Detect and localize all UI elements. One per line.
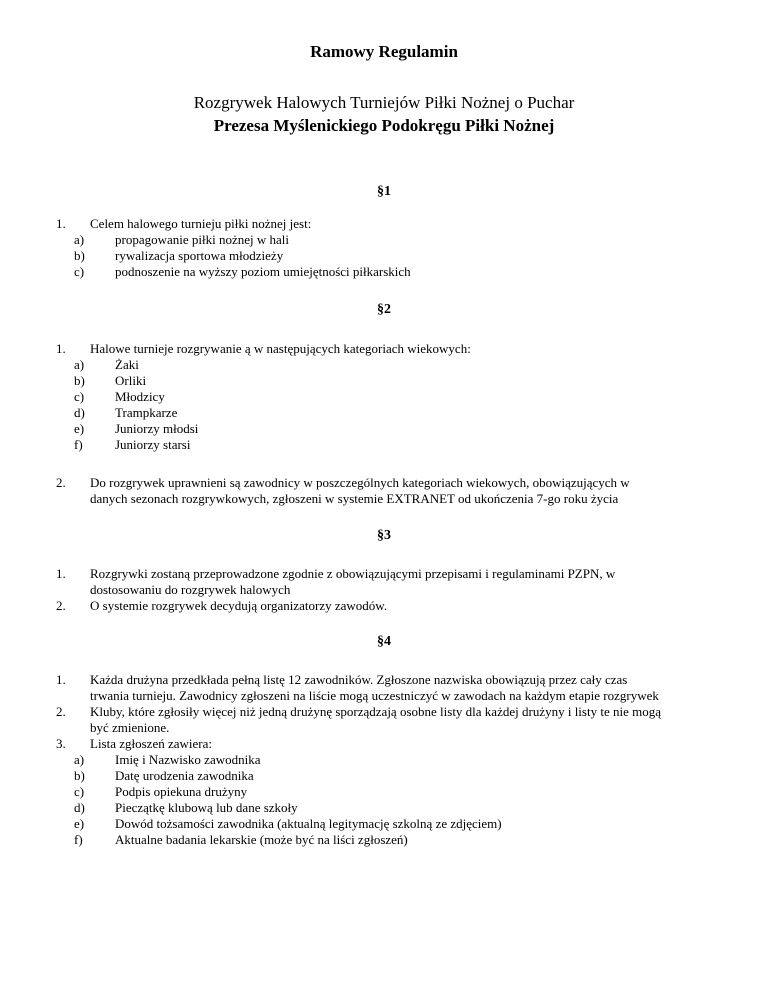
sub-item-text: Aktualne badania lekarskie (może być na liści zgłoszeń) — [115, 832, 408, 847]
item-number: 1. — [56, 566, 66, 581]
item-text: dostosowaniu do rozgrywek halowych — [90, 582, 291, 597]
item-number: 2. — [56, 475, 66, 490]
sub-item-text: Dowód tożsamości zawodnika (aktualną legitymację szkolną ze zdjęciem) — [115, 816, 502, 831]
sub-item-letter: a) — [74, 357, 85, 372]
item-text: Każda drużyna przedkłada pełną listę 12 zawodników. Zgłoszone nazwiska obowiązują przez cały czas — [90, 672, 628, 687]
document-title: Ramowy Regulamin — [310, 42, 458, 61]
sub-item-letter: c) — [74, 389, 85, 404]
item-text: danych sezonach rozgrywkowych, zgłoszeni w systemie EXTRANET od ukończenia 7-go roku życia — [90, 491, 619, 506]
item-number: 2. — [56, 598, 66, 613]
document-subtitle-line2: Prezesa Myślenickiego Podokręgu Piłki Nożnej — [213, 116, 555, 135]
item-text: Rozgrywki zostaną przeprowadzone zgodnie z obowiązującymi przepisami i regulaminami PZPN, w — [90, 566, 616, 581]
sub-item-text: Pieczątkę klubową lub dane szkoły — [115, 800, 298, 815]
item-text: Do rozgrywek uprawnieni są zawodnicy w poszczególnych kategoriach wiekowych, obowiązujących w — [90, 475, 630, 490]
item-text: trwania turnieju. Zawodnicy zgłoszeni na liście mogą uczestniczyć w zawodach na każdym etapie rozgrywek — [90, 688, 659, 703]
sub-item-text: propagowanie piłki nożnej w hali — [115, 232, 290, 247]
sub-item-text: Trampkarze — [115, 405, 178, 420]
item-number: 1. — [56, 216, 66, 231]
sub-item-text: Juniorzy starsi — [115, 437, 191, 452]
sub-item-letter: e) — [74, 421, 85, 436]
section-heading-1: §1 — [377, 184, 391, 199]
sub-item-letter: c) — [74, 264, 85, 279]
sub-item-text: Datę urodzenia zawodnika — [115, 768, 254, 783]
item-number: 3. — [56, 736, 66, 751]
sub-item-letter: c) — [74, 784, 85, 799]
sub-item-letter: f) — [74, 832, 83, 847]
sub-item-text: Młodzicy — [115, 389, 165, 404]
item-number: 1. — [56, 341, 66, 356]
item-text: być zmienione. — [90, 720, 170, 735]
sub-item-text: Juniorzy młodsi — [115, 421, 199, 436]
sub-item-letter: a) — [74, 752, 85, 767]
item-text: Halowe turnieje rozgrywanie ą w następujących kategoriach wiekowych: — [90, 341, 471, 356]
sub-item-letter: d) — [74, 405, 85, 420]
sub-item-letter: b) — [74, 768, 85, 783]
sub-item-text: Imię i Nazwisko zawodnika — [115, 752, 261, 767]
item-text: Kluby, które zgłosiły więcej niż jedną drużynę sporządzają osobne listy dla każdej drużyny i listy te nie mogą — [90, 704, 661, 719]
sub-item-letter: d) — [74, 800, 85, 815]
section-heading-4: §4 — [377, 634, 391, 649]
sub-item-letter: b) — [74, 248, 85, 263]
section-heading-3: §3 — [377, 528, 391, 543]
sub-item-text: rywalizacja sportowa młodzieży — [115, 248, 284, 263]
sub-item-letter: b) — [74, 373, 85, 388]
document-subtitle-line1: Rozgrywek Halowych Turniejów Piłki Nożnej o Puchar — [193, 93, 575, 112]
section-heading-2: §2 — [377, 302, 391, 317]
sub-item-text: Podpis opiekuna drużyny — [115, 784, 248, 799]
item-number: 2. — [56, 704, 66, 719]
item-text: Lista zgłoszeń zawiera: — [90, 736, 212, 751]
sub-item-text: Orliki — [115, 373, 147, 388]
sub-item-text: Żaki — [115, 357, 139, 372]
sub-item-letter: a) — [74, 232, 85, 247]
item-number: 1. — [56, 672, 66, 687]
sub-item-text: podnoszenie na wyższy poziom umiejętności piłkarskich — [115, 264, 411, 279]
sub-item-letter: e) — [74, 816, 85, 831]
sub-item-letter: f) — [74, 437, 83, 452]
item-text: Celem halowego turnieju piłki nożnej jest: — [90, 216, 312, 231]
item-text: O systemie rozgrywek decydują organizatorzy zawodów. — [90, 598, 388, 613]
